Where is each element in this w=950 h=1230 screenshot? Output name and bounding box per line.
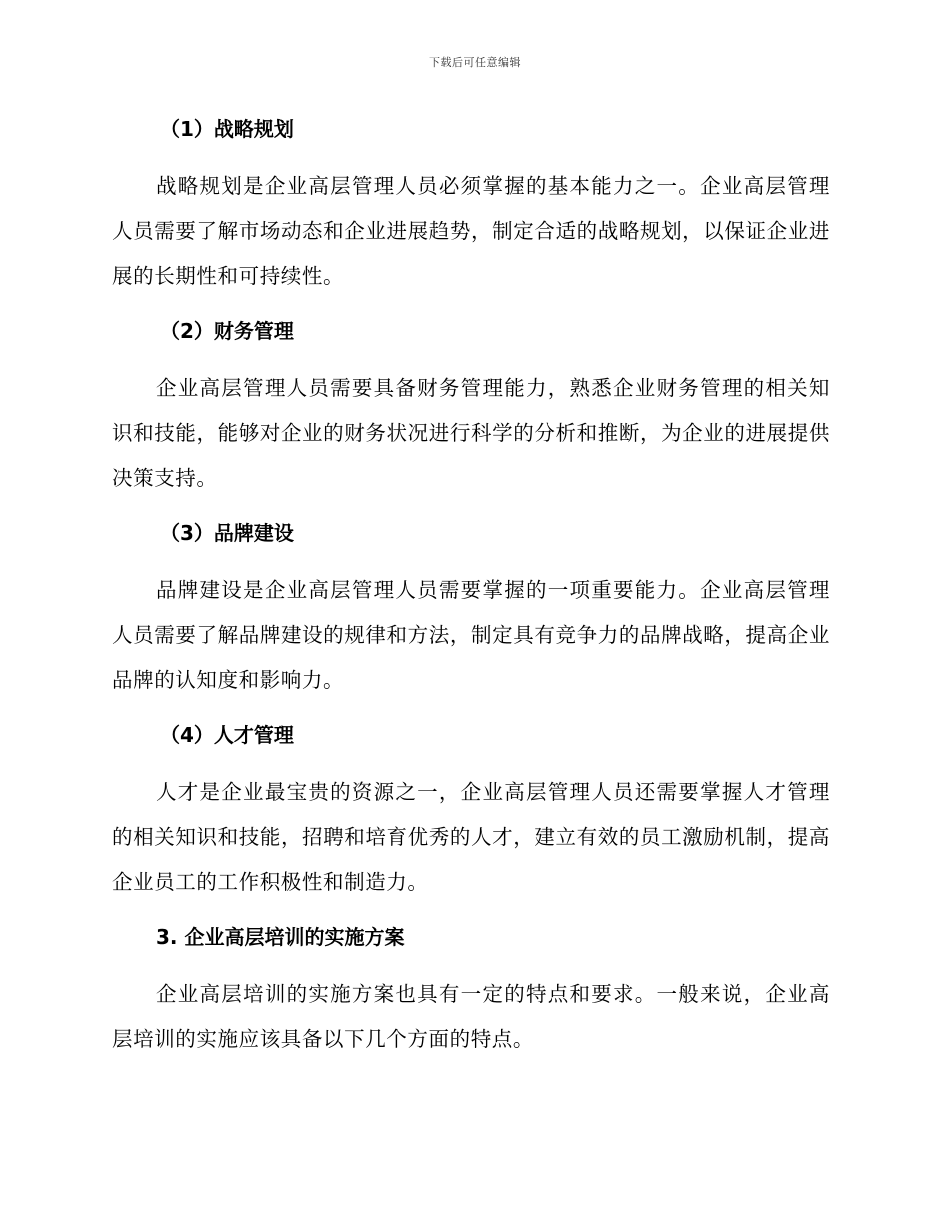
section-paragraph: 企业高层管理人员需要具备财务管理能力，熟悉企业财务管理的相关知识和技能，能够对企业的财务状况进行科学的分析和推断，为企业的进展提供决策支持。 <box>112 376 830 490</box>
section-paragraph: 战略规划是企业高层管理人员必须掌握的基本能力之一。企业高层管理人员需要了解市场动态和企业进展趋势，制定合适的战略规划，以保证企业进展的长期性和可持续性。 <box>112 174 830 288</box>
section-paragraph: 品牌建设是企业高层管理人员需要掌握的一项重要能力。企业高层管理人员需要了解品牌建设的规律和方法，制定具有竞争力的品牌战略，提高企业品牌的认知度和影响力。 <box>112 578 830 692</box>
section-heading: （1）战略规划 <box>160 117 294 141</box>
section-brand <box>112 516 830 703</box>
section-heading: 3. 企业高层培训的实施方案 <box>156 925 405 949</box>
section-paragraph: 人才是企业最宝贵的资源之一，企业高层管理人员还需要掌握人才管理的相关知识和技能，招聘和培育优秀的人才，建立有效的员工激励机制，提高企业员工的工作积极性和制造力。 <box>112 780 830 894</box>
document-body <box>112 112 830 1077</box>
section-strategy <box>112 112 830 299</box>
header-note: 下载后可任意编辑 <box>429 56 521 69</box>
section-heading: （2）财务管理 <box>160 319 294 343</box>
section-heading: （3）品牌建设 <box>160 521 294 545</box>
section-talent <box>112 718 830 905</box>
section-finance <box>112 314 830 501</box>
section-paragraph: 企业高层培训的实施方案也具有一定的特点和要求。一般来说，企业高层培训的实施应该具备以下几个方面的特点。 <box>112 982 830 1051</box>
section-heading: （4）人才管理 <box>160 723 294 747</box>
section-implementation <box>112 920 830 1062</box>
